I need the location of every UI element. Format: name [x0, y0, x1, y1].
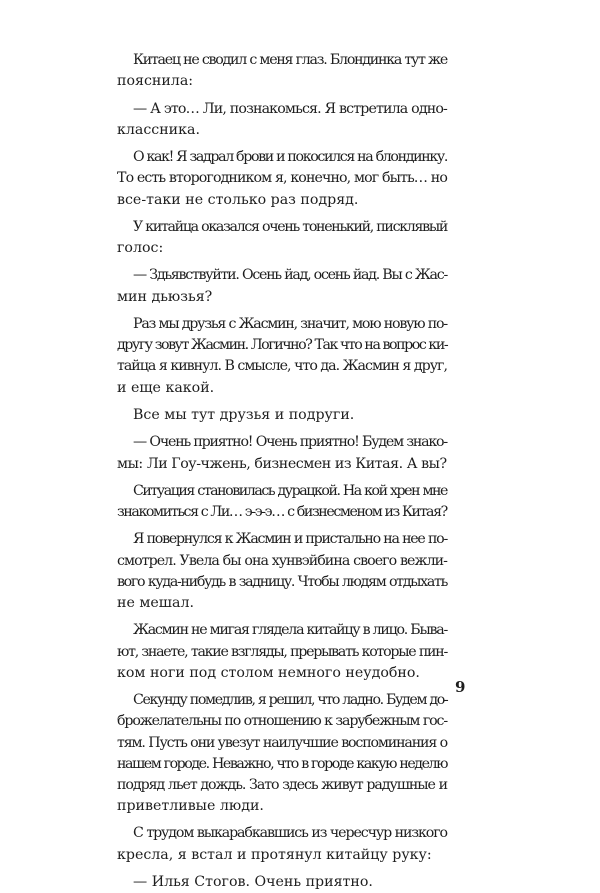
text-line: приветливые люди. [117, 798, 264, 815]
text-line: О как! Я задрал брови и покосился на блондинку. [133, 149, 447, 166]
text-line: Раз мы друзья с Жасмин, значит, мою новую по- [133, 316, 447, 332]
text-line: Я повернулся к Жасмин и пристально на нее по- [133, 531, 447, 548]
text-line: и еще какой. [117, 379, 215, 396]
text-line: — А это… Ли, познакомься. Я встретила одно- [133, 100, 447, 117]
text-line: не мешал. [117, 595, 194, 611]
text-line: мин дьюзья? [117, 288, 213, 305]
text-line: Секунду помедлив, я решил, что ладно. Будем до- [133, 692, 448, 709]
text-line: смотрел. Увела бы она хунвэйбина своего вежли- [117, 552, 447, 569]
text-line: тям. Пусть они увезут наилучшие воспоминания о [117, 734, 447, 751]
text-line: ком ноги под столом немного неудобно. [117, 664, 420, 681]
text-line: мы: Ли Гоу-чжень, бизнесмен из Китая. А вы? [117, 455, 447, 472]
page-number: 9 [455, 678, 466, 696]
text-line: брожелательны по отношению к зарубежным гос- [117, 713, 447, 730]
text-line: кресла, я встал и протянул китайцу руку: [117, 846, 432, 863]
text-line: — Очень приятно! Очень приятно! Будем знако- [133, 434, 447, 451]
text-line: вого куда-нибудь в задницу. Чтобы людям отдыхать [117, 573, 447, 590]
text-line: тайца я кивнул. В смысле, что да. Жасмин я друг, [117, 358, 447, 375]
text-line: С трудом выкарабкавшись из чересчур низкого [133, 825, 447, 842]
text-line: классника. [117, 121, 200, 138]
text-line: — Илья Стогов. Очень приятно. [133, 874, 373, 890]
text-line: То есть второгодником я, конечно, мог быть… но [117, 170, 447, 187]
text-line: голос: [117, 240, 164, 257]
text-line: знакомиться с Ли… э-э-э… с бизнесменом из Китая? [117, 504, 447, 521]
text-line: ют, знаете, такие взгляды, прерывать которые пин- [117, 643, 447, 660]
text-line: подряд льет дождь. Зато здесь живут радушные и [117, 776, 447, 793]
text-line: пояснила: [117, 73, 194, 90]
text-line: Ситуация становилась дурацкой. На кой хрен мне [133, 482, 447, 499]
text-line: Китаец не сводил с меня глаз. Блондинка тут же [133, 52, 447, 68]
text-line: Жасмин не мигая глядела китайцу в лицо. Быва- [133, 622, 447, 639]
text-line: все-таки не столько раз подряд. [117, 191, 359, 208]
text-line: другу зовут Жасмин. Логично? Так что на вопрос ки- [117, 337, 448, 354]
page-text [117, 50, 447, 893]
text-line: — Здьявствуйти. Осень йад, осень йад. Вы с Жас- [133, 267, 447, 284]
text-line: нашем городе. Неважно, что в городе какую неделю [117, 755, 447, 772]
text-line: У китайца оказался очень тоненький, писклявый [133, 218, 447, 235]
text-line: Все мы тут друзья и подруги. [133, 406, 355, 423]
